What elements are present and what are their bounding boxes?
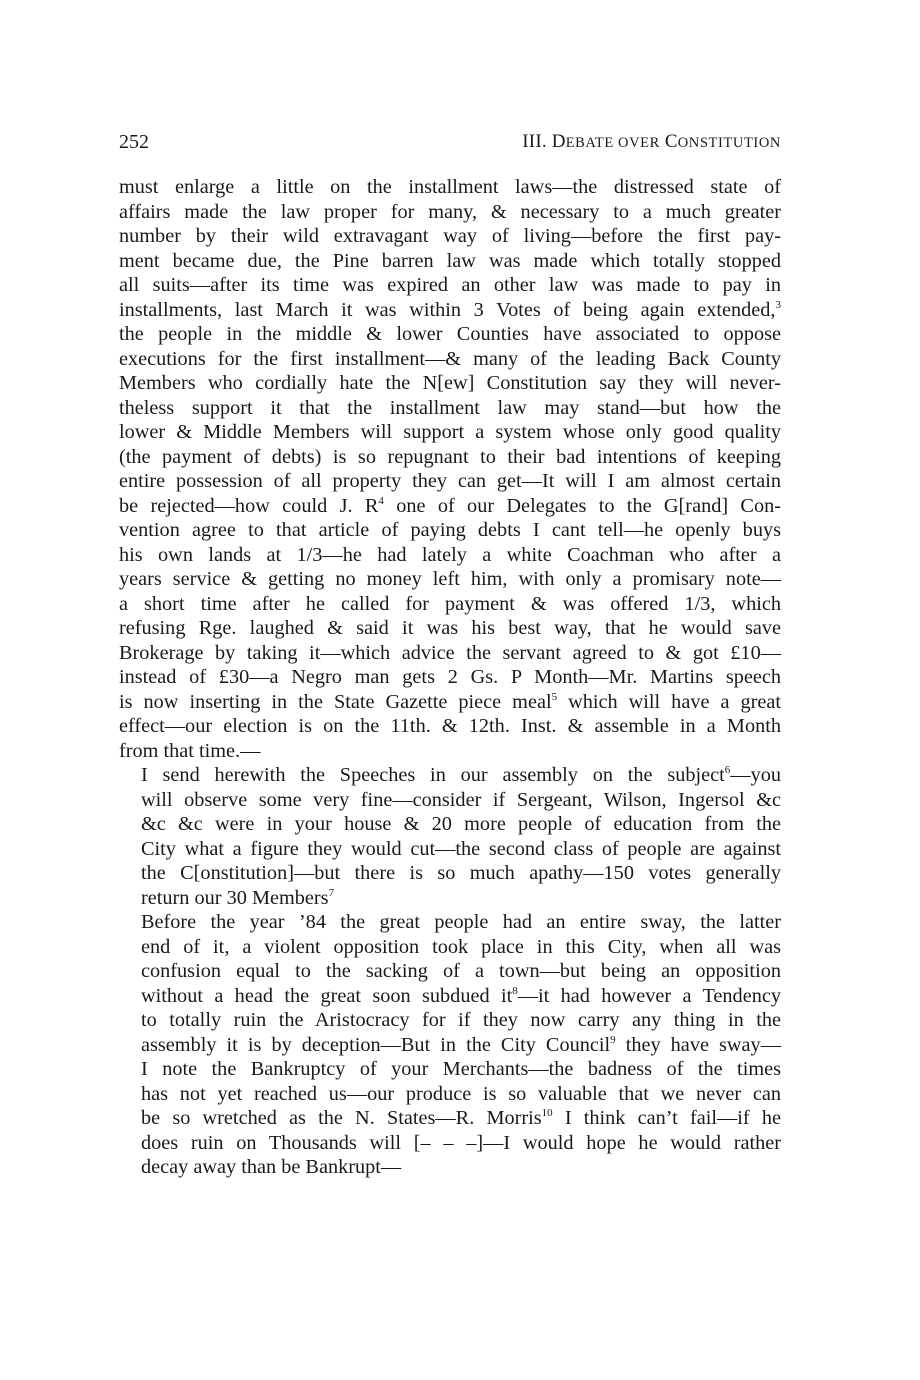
text-segment: ment became due, the Pine barren law was made which totally stopped xyxy=(119,249,781,272)
page-number: 252 xyxy=(119,131,149,153)
text-segment: Before the year ’84 the great people had an entire sway, the latter xyxy=(141,911,781,933)
text-line xyxy=(119,1008,781,1033)
text-line xyxy=(119,665,781,690)
text-segment: entire possession of all property they can get—It will I am almost certain xyxy=(119,470,781,492)
text-line xyxy=(119,641,781,666)
text-segment: years service & getting no money left him, with only a promisary note— xyxy=(119,568,781,590)
text-segment: return our 30 Members xyxy=(141,886,329,909)
text-line xyxy=(119,298,781,323)
text-line xyxy=(119,788,781,813)
text-segment: is now inserting in the State Gazette piece meal xyxy=(119,690,552,713)
text-segment: I send herewith the Speeches in our assembly on the subject xyxy=(141,764,725,786)
text-segment: will observe some very fine—consider if Sergeant, Wilson, Ingersol &c xyxy=(141,788,781,811)
text-line xyxy=(119,322,781,347)
text-line xyxy=(119,273,781,298)
text-segment: vention agree to that article of paying debts I cant tell—he openly buys xyxy=(119,519,781,541)
running-head-small-caps-2: ONSTITUTION xyxy=(677,135,781,151)
text-segment: does ruin on Thousands will [– – –]—I would hope he would rather xyxy=(141,1131,781,1154)
text-segment: his own lands at 1/3—he had lately a white Coachman who after a xyxy=(119,543,781,566)
text-segment: affairs made the law proper for many, & necessary to a much greater xyxy=(119,200,781,223)
text-line xyxy=(119,200,781,225)
text-segment: number by their wild extravagant way of living—before the first pay- xyxy=(119,225,781,247)
text-line xyxy=(119,567,781,592)
text-segment: Brokerage by taking it—which advice the servant agreed to & got £10— xyxy=(119,641,781,664)
text-line xyxy=(119,1155,781,1180)
text-line xyxy=(119,543,781,568)
text-line xyxy=(119,494,781,519)
text-line xyxy=(119,1131,781,1156)
text-segment: executions for the first installment—& many of the leading Back County xyxy=(119,347,781,370)
text-line xyxy=(119,616,781,641)
text-segment: Members who cordially hate the N[ew] Constitution say they will never- xyxy=(119,372,781,394)
text-segment: which will have a great xyxy=(557,690,781,713)
footnote-ref[interactable]: 9 xyxy=(610,1033,616,1046)
page-header xyxy=(119,128,781,156)
text-segment: has not yet reached us—our produce is so valuable that we never can xyxy=(141,1082,781,1105)
text-segment: decay away than be Bankrupt— xyxy=(141,1156,402,1178)
text-line xyxy=(119,886,781,911)
body-text xyxy=(119,175,781,1180)
footnote-ref[interactable]: 3 xyxy=(775,298,781,311)
text-line xyxy=(119,1057,781,1082)
text-line xyxy=(119,714,781,739)
text-segment: they have sway— xyxy=(615,1033,781,1056)
text-line xyxy=(119,763,781,788)
footnote-ref[interactable]: 8 xyxy=(512,984,518,997)
text-line xyxy=(119,935,781,960)
text-segment: a short time after he called for payment & was offered 1/3, which xyxy=(119,592,781,615)
text-line xyxy=(119,837,781,862)
text-segment: one of our Delegates to the G[rand] Con- xyxy=(383,494,781,517)
text-line xyxy=(119,420,781,445)
text-segment: be rejected—how could J. R xyxy=(119,494,379,517)
paragraph xyxy=(119,763,781,910)
text-line xyxy=(119,469,781,494)
text-line xyxy=(119,1033,781,1058)
text-segment: lower & Middle Members will support a system whose only good quality xyxy=(119,421,781,443)
text-segment: (the payment of debts) is so repugnant to their bad intentions of keeping xyxy=(119,445,781,468)
text-segment: must enlarge a little on the installment laws—the distressed state of xyxy=(119,176,781,198)
text-line xyxy=(119,371,781,396)
text-line xyxy=(119,224,781,249)
text-segment: to totally ruin the Aristocracy for if they now carry any thing in the xyxy=(141,1009,781,1031)
running-head-small-caps-1: EBATE OVER xyxy=(565,135,660,151)
text-segment: assembly it is by deception—But in the City Council xyxy=(141,1033,611,1056)
text-segment: refusing Rge. laughed & said it was his best way, that he would save xyxy=(119,617,781,639)
text-line xyxy=(119,347,781,372)
text-line xyxy=(119,592,781,617)
footnote-ref[interactable]: 4 xyxy=(378,494,384,507)
text-line xyxy=(119,1106,781,1131)
text-segment: City what a figure they would cut—the second class of people are against xyxy=(141,837,781,860)
text-segment: theless support it that the installment law may stand—but how the xyxy=(119,396,781,419)
text-segment: installments, last March it was within 3 Votes of being again extended, xyxy=(119,298,776,321)
text-segment: be so wretched as the N. States—R. Morris xyxy=(141,1107,542,1129)
text-segment: I note the Bankruptcy of your Merchants—the badness of the times xyxy=(141,1058,781,1080)
text-segment: end of it, a violent opposition took place in this City, when all was xyxy=(141,935,781,958)
text-segment: from that time.— xyxy=(119,739,261,762)
footnote-ref[interactable]: 6 xyxy=(724,764,731,777)
text-line xyxy=(119,812,781,837)
text-line xyxy=(119,690,781,715)
text-segment: instead of £30—a Negro man gets 2 Gs. P Month—Mr. Martins speech xyxy=(119,666,781,688)
text-line xyxy=(119,445,781,470)
text-line xyxy=(119,1082,781,1107)
text-segment: I think can’t fail—if he xyxy=(552,1107,781,1129)
running-head-prefix: III. D xyxy=(522,131,566,152)
text-segment: all suits—after its time was expired an other law was made to pay in xyxy=(119,274,781,296)
text-segment: without a head the great soon subdued it xyxy=(141,984,513,1007)
text-segment: the C[onstitution]—but there is so much apathy—150 votes generally xyxy=(141,862,781,884)
text-line xyxy=(119,910,781,935)
text-line xyxy=(119,984,781,1009)
footnote-ref[interactable]: 10 xyxy=(541,1107,553,1120)
running-head xyxy=(522,128,781,157)
paragraph xyxy=(119,910,781,1180)
text-segment: &c &c were in your house & 20 more people of education from the xyxy=(141,813,781,835)
text-segment: confusion equal to the sacking of a town—but being an opposition xyxy=(141,960,781,982)
text-line xyxy=(119,396,781,421)
text-segment: —it had however a Tendency xyxy=(517,984,781,1007)
text-line xyxy=(119,249,781,274)
footnote-ref[interactable]: 5 xyxy=(551,690,558,703)
text-line xyxy=(119,518,781,543)
running-head-mid: C xyxy=(659,131,678,152)
text-segment: effect—our election is on the 11th. & 12th. Inst. & assemble in a Month xyxy=(119,715,781,737)
text-line xyxy=(119,959,781,984)
text-line xyxy=(119,739,781,764)
text-line xyxy=(119,175,781,200)
text-line xyxy=(119,861,781,886)
footnote-ref[interactable]: 7 xyxy=(328,886,335,899)
text-segment: —you xyxy=(730,764,781,786)
paragraph xyxy=(119,175,781,763)
text-segment: the people in the middle & lower Counties have associated to oppose xyxy=(119,323,781,345)
